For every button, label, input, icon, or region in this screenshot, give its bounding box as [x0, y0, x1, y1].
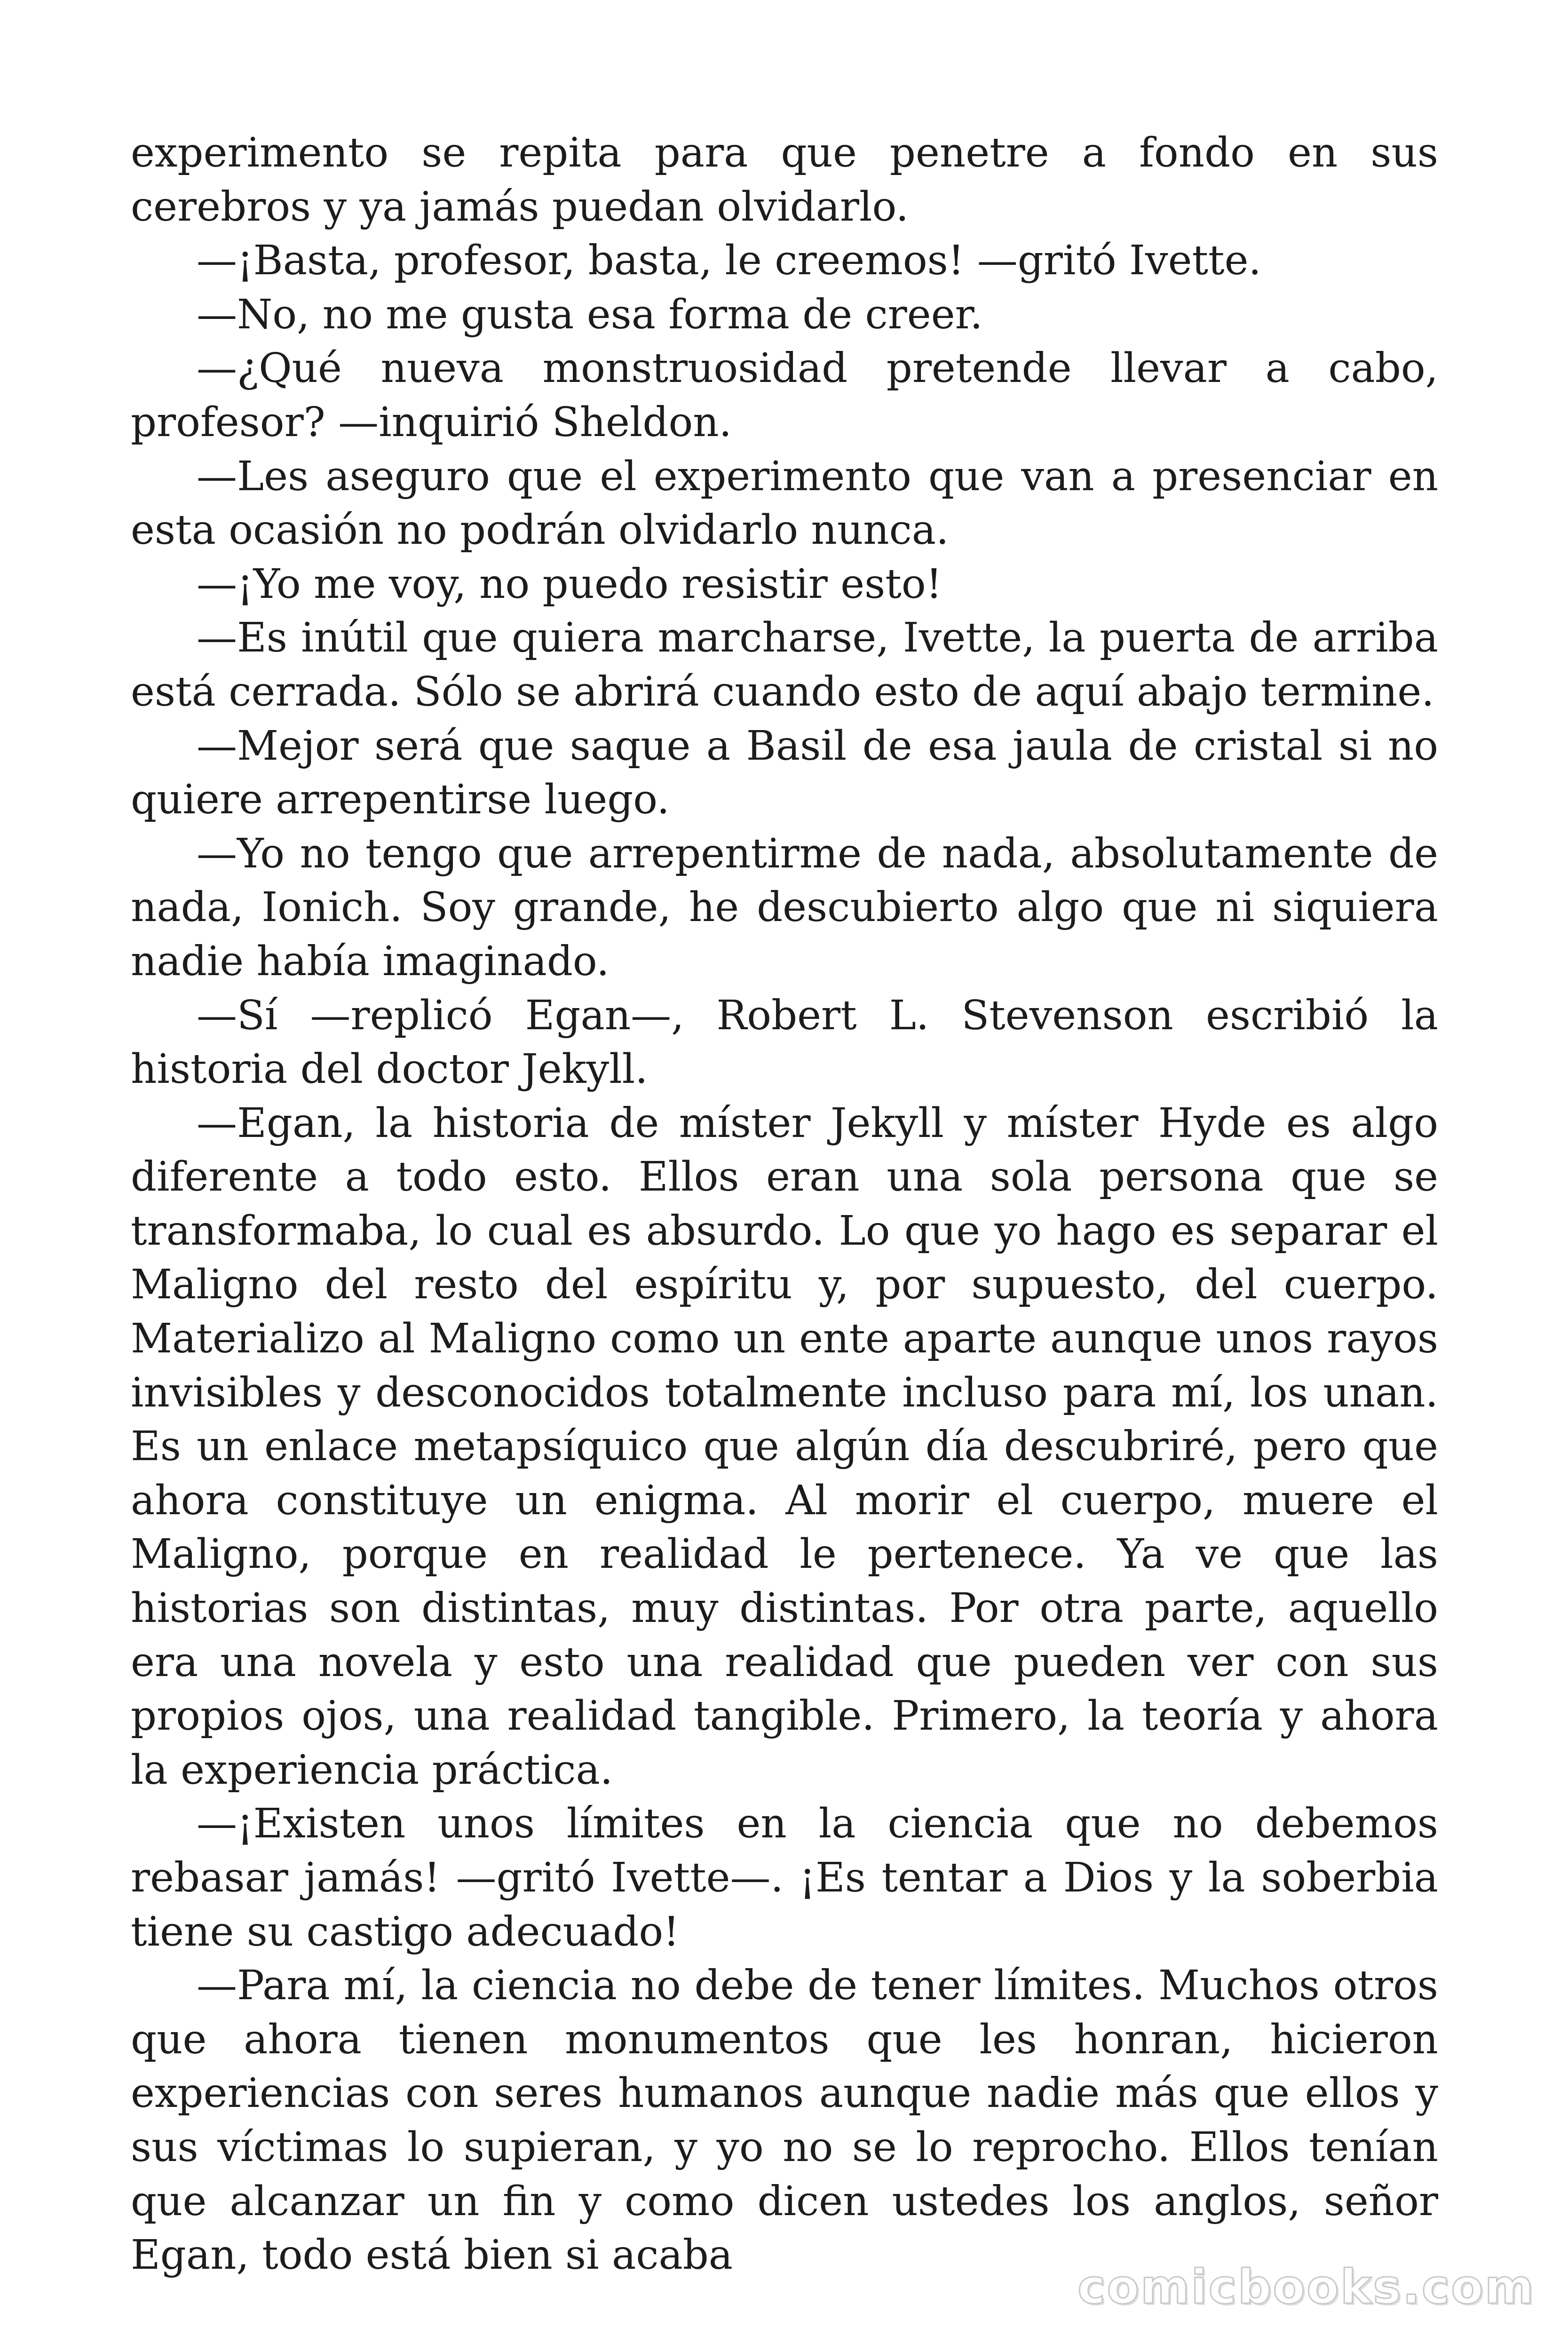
dialogue-paragraph: —Yo no tengo que arrepentirme de nada, absolutamente de nada, Ionich. Soy grande, he descubierto algo que ni siquiera nadie había imaginado.: [131, 830, 1438, 985]
dialogue-paragraph: —Es inútil que quiera marcharse, Ivette, la puerta de arriba está cerrada. Sólo se abrirá cuando esto de aquí abajo termine.: [131, 614, 1438, 715]
dialogue-paragraph: —Les aseguro que el experimento que van a presenciar en esta ocasión no podrán olvidarlo nunca.: [131, 453, 1438, 554]
dialogue-paragraph: —Egan, la historia de míster Jekyll y míster Hyde es algo diferente a todo esto. Ellos eran una sola persona que se transformaba, lo cual es absurdo. Lo que yo hago es separar el Maligno del resto del espíritu y, por supuesto, del cuerpo. Materializo al Maligno como un ente aparte aunque unos rayos invisibles y desconocidos totalmente incluso para mí, los unan. Es un enlace metapsíquico que algún día descubriré, pero que ahora constituye un enigma. Al morir el cuerpo, muere el Maligno, porque en realidad le pertenece. Ya ve que las historias son distintas, muy distintas. Por otra parte, aquello era una novela y esto una realidad que pueden ver con sus propios ojos, una realidad tangible. Primero, la teoría y ahora la experiencia práctica.: [131, 1099, 1438, 1794]
watermark: comicbooks.com: [1077, 2259, 1535, 2314]
dialogue-paragraph: —Sí —replicó Egan—, Robert L. Stevenson escribió la historia del doctor Jekyll.: [131, 992, 1438, 1093]
dialogue-paragraph: —¡Yo me voy, no puedo resistir esto!: [197, 560, 942, 608]
dialogue-paragraph: —Para mí, la ciencia no debe de tener límites. Muchos otros que ahora tienen monumentos que les honran, hicieron experiencias con seres humanos aunque nadie más que ellos y sus víctimas lo supieran, y yo no se lo reprocho. Ellos tenían que alcanzar un fin y como dicen ustedes los anglos, señor Egan, todo está bien si acaba: [131, 1962, 1438, 2279]
paragraph-continuation: experimento se repita para que penetre a fondo en sus cerebros y ya jamás puedan olvidarlo.: [131, 129, 1438, 230]
dialogue-paragraph: —¡Existen unos límites en la ciencia que no debemos rebasar jamás! —gritó Ivette—. ¡Es tentar a Dios y la soberbia tiene su castigo adecuado!: [131, 1800, 1438, 1955]
dialogue-paragraph: —¡Basta, profesor, basta, le creemos! —gritó Ivette.: [197, 237, 1261, 285]
dialogue-paragraph: —No, no me gusta esa forma de creer.: [197, 291, 983, 338]
dialogue-paragraph: —Mejor será que saque a Basil de esa jaula de cristal si no quiere arrepentirse luego.: [131, 722, 1438, 824]
book-page-text: [131, 126, 1438, 2282]
dialogue-paragraph: —¿Qué nueva monstruosidad pretende llevar a cabo, profesor? —inquirió Sheldon.: [131, 345, 1438, 446]
